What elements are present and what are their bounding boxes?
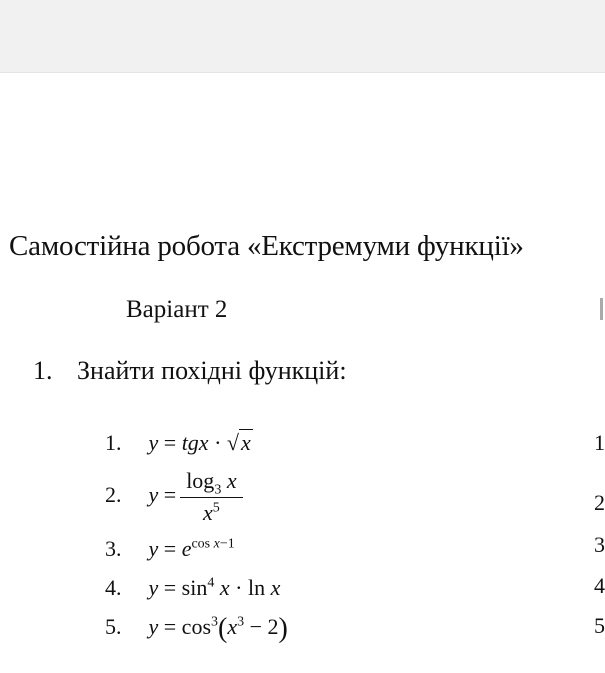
item-number: 2.	[105, 482, 122, 508]
right-column-number: 4	[594, 573, 605, 598]
task-number: 1.	[33, 356, 53, 385]
right-column-number: 5	[594, 613, 605, 638]
formula-item-5	[105, 613, 288, 645]
formula-item-2	[105, 468, 243, 526]
formula: $y = \cos^3(x^3 - 2)$	[148, 613, 288, 644]
task-heading	[33, 356, 347, 386]
formula: y = $\frac{\log_3 x}{x^5}$	[149, 482, 243, 507]
item-number: 1.	[105, 430, 122, 455]
formula-item-1	[105, 430, 253, 456]
item-number: 3.	[105, 536, 122, 561]
item-number: 5.	[105, 614, 122, 639]
document-title: Самостійна робота «Екстремуми функції»	[9, 230, 524, 262]
task-text: Знайти похідні функцій:	[77, 356, 347, 385]
formula: $y = \sin^4 x \cdot \ln x$	[148, 575, 281, 600]
top-toolbar	[0, 0, 605, 73]
variant-heading: Варіант 2	[126, 296, 228, 323]
cut-off-text-edge	[600, 298, 603, 320]
formula-item-3	[105, 536, 235, 562]
right-column-number: 1	[594, 430, 605, 455]
right-column-number: 3	[594, 532, 605, 557]
formula: y = tgx · √x	[148, 430, 251, 455]
right-column-number: 2	[594, 490, 605, 515]
formula-item-4	[105, 575, 280, 601]
item-number: 4.	[105, 575, 122, 600]
formula: $y = e^{cos x-1}$	[148, 536, 235, 561]
